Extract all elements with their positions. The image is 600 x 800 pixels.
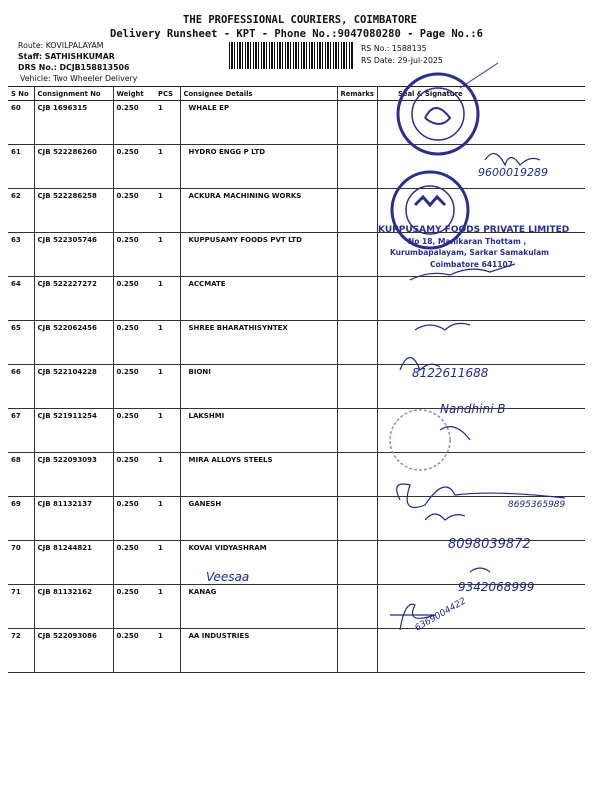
- pcs-cell: 1: [155, 145, 180, 189]
- consignment-cell: CJB 522286260: [34, 145, 113, 189]
- kuppusamy-stamp-line3: Kurumbapalayam, Sarkar Samakulam: [390, 248, 549, 257]
- rs-no-value: 1588135: [391, 44, 427, 53]
- consignee-cell: ACCMATE: [180, 277, 337, 321]
- consignment-cell: CJB 81244821: [34, 541, 113, 585]
- staff-line: [18, 52, 115, 61]
- handwritten-phone-70a: 8695365989: [508, 500, 566, 510]
- consignee-cell: GANESH: [180, 497, 337, 541]
- vehicle-label: Vehicle:: [20, 74, 51, 83]
- rs-no-line: [361, 44, 427, 53]
- sno-cell: 60: [8, 101, 34, 145]
- weight-cell: 0.250: [113, 453, 155, 497]
- drs-value: DCJB158813506: [59, 63, 130, 72]
- handwritten-phone-62: 9600019289: [478, 166, 548, 179]
- kuppusamy-stamp-line4: Coimbatore 641107: [430, 260, 513, 269]
- col-sno: S No: [8, 87, 34, 101]
- weight-cell: 0.250: [113, 145, 155, 189]
- pcs-cell: 1: [155, 629, 180, 673]
- handwritten-phone-71: 9342068999: [458, 580, 535, 594]
- barcode: [229, 42, 354, 69]
- kuppusamy-stamp-line2: No 18, Manikaran Thottam ,: [408, 237, 527, 246]
- sno-cell: 67: [8, 409, 34, 453]
- weight-cell: 0.250: [113, 101, 155, 145]
- weight-cell: 0.250: [113, 629, 155, 673]
- staff-value: SATHISHKUMAR: [44, 52, 115, 61]
- sno-cell: 66: [8, 365, 34, 409]
- pcs-cell: 1: [155, 277, 180, 321]
- pcs-cell: 1: [155, 409, 180, 453]
- consignee-cell: WHALE EP: [180, 101, 337, 145]
- pcs-cell: 1: [155, 453, 180, 497]
- rs-date-value: 29-Jul-2025: [397, 56, 443, 65]
- sno-cell: 62: [8, 189, 34, 233]
- rs-date-label: RS Date:: [361, 56, 396, 65]
- consignee-cell: LAKSHMI: [180, 409, 337, 453]
- weight-cell: 0.250: [113, 365, 155, 409]
- pcs-cell: 1: [155, 189, 180, 233]
- sno-cell: 69: [8, 497, 34, 541]
- sno-cell: 72: [8, 629, 34, 673]
- pcs-cell: 1: [155, 321, 180, 365]
- consignee-cell: ACKURA MACHINING WORKS: [180, 189, 337, 233]
- pcs-cell: 1: [155, 101, 180, 145]
- handwritten-phone-70b: 8098039872: [448, 537, 531, 552]
- consignment-cell: CJB 521911254: [34, 409, 113, 453]
- sno-cell: 71: [8, 585, 34, 629]
- company-title: THE PROFESSIONAL COURIERS, COIMBATORE: [183, 14, 417, 26]
- vehicle-line: [20, 74, 137, 83]
- signature-scribbles: [370, 140, 600, 640]
- weight-cell: 0.250: [113, 541, 155, 585]
- handwritten-name-67: Nandhini B: [440, 402, 506, 416]
- weight-cell: 0.250: [113, 497, 155, 541]
- handwritten-phone-72: 6369004422: [413, 596, 468, 634]
- weight-cell: 0.250: [113, 585, 155, 629]
- col-consignee: Consignee Details: [180, 87, 337, 101]
- consignment-cell: CJB 522104228: [34, 365, 113, 409]
- col-pcs: PCS: [155, 87, 180, 101]
- col-consignment: Consignment No: [34, 87, 113, 101]
- weight-cell: 0.250: [113, 409, 155, 453]
- consignee-cell: AA INDUSTRIES: [180, 629, 337, 673]
- handwritten-note-71: Veesaa: [206, 570, 250, 584]
- col-remarks: Remarks: [337, 87, 377, 101]
- consignment-cell: CJB 81132162: [34, 585, 113, 629]
- sno-cell: 64: [8, 277, 34, 321]
- route-value: KOVILPALAYAM: [45, 41, 104, 50]
- col-weight: Weight: [113, 87, 155, 101]
- consignment-cell: CJB 522093093: [34, 453, 113, 497]
- consignee-cell: KANAG: [180, 585, 337, 629]
- consignment-cell: CJB 1696315: [34, 101, 113, 145]
- weight-cell: 0.250: [113, 233, 155, 277]
- col-seal: Seal & Signature: [377, 87, 585, 101]
- consignment-cell: CJB 81132137: [34, 497, 113, 541]
- drs-label: DRS No.:: [18, 63, 57, 72]
- consignee-cell: MIRA ALLOYS STEELS: [180, 453, 337, 497]
- weight-cell: 0.250: [113, 189, 155, 233]
- rs-date-line: [361, 56, 443, 65]
- handwritten-phone-66: 8122611688: [412, 366, 489, 380]
- kuppusamy-stamp-line1: KUPPUSAMY FOODS PRIVATE LIMITED: [378, 225, 570, 235]
- consignment-cell: CJB 522305746: [34, 233, 113, 277]
- sno-cell: 70: [8, 541, 34, 585]
- staff-label: Staff:: [18, 52, 43, 61]
- rs-no-label: RS No.:: [361, 44, 390, 53]
- pcs-cell: 1: [155, 233, 180, 277]
- consignee-cell: KUPPUSAMY FOODS PVT LTD: [180, 233, 337, 277]
- consignee-cell: SHREE BHARATHISYNTEX: [180, 321, 337, 365]
- weight-cell: 0.250: [113, 321, 155, 365]
- consignee-cell: BIONI: [180, 365, 337, 409]
- weight-cell: 0.250: [113, 277, 155, 321]
- consignment-cell: CJB 522093086: [34, 629, 113, 673]
- remarks-cell: [337, 101, 377, 145]
- sno-cell: 65: [8, 321, 34, 365]
- pcs-cell: 1: [155, 585, 180, 629]
- sno-cell: 68: [8, 453, 34, 497]
- consignment-cell: CJB 522227272: [34, 277, 113, 321]
- consignee-cell: KOVAI VIDYASHRAM: [180, 541, 337, 585]
- runsheet-subtitle: Delivery Runsheet - KPT - Phone No.:9047080280 - Page No.:6: [110, 28, 483, 40]
- pcs-cell: 1: [155, 541, 180, 585]
- sno-cell: 61: [8, 145, 34, 189]
- consignee-cell: HYDRO ENGG P LTD: [180, 145, 337, 189]
- sno-cell: 63: [8, 233, 34, 277]
- route-line: [18, 41, 103, 50]
- vehicle-value: Two Wheeler Delivery: [53, 74, 138, 83]
- consignment-cell: CJB 522062456: [34, 321, 113, 365]
- route-label: Route:: [18, 41, 44, 50]
- pcs-cell: 1: [155, 497, 180, 541]
- drs-line: [18, 63, 129, 72]
- pcs-cell: 1: [155, 365, 180, 409]
- consignment-cell: CJB 522286258: [34, 189, 113, 233]
